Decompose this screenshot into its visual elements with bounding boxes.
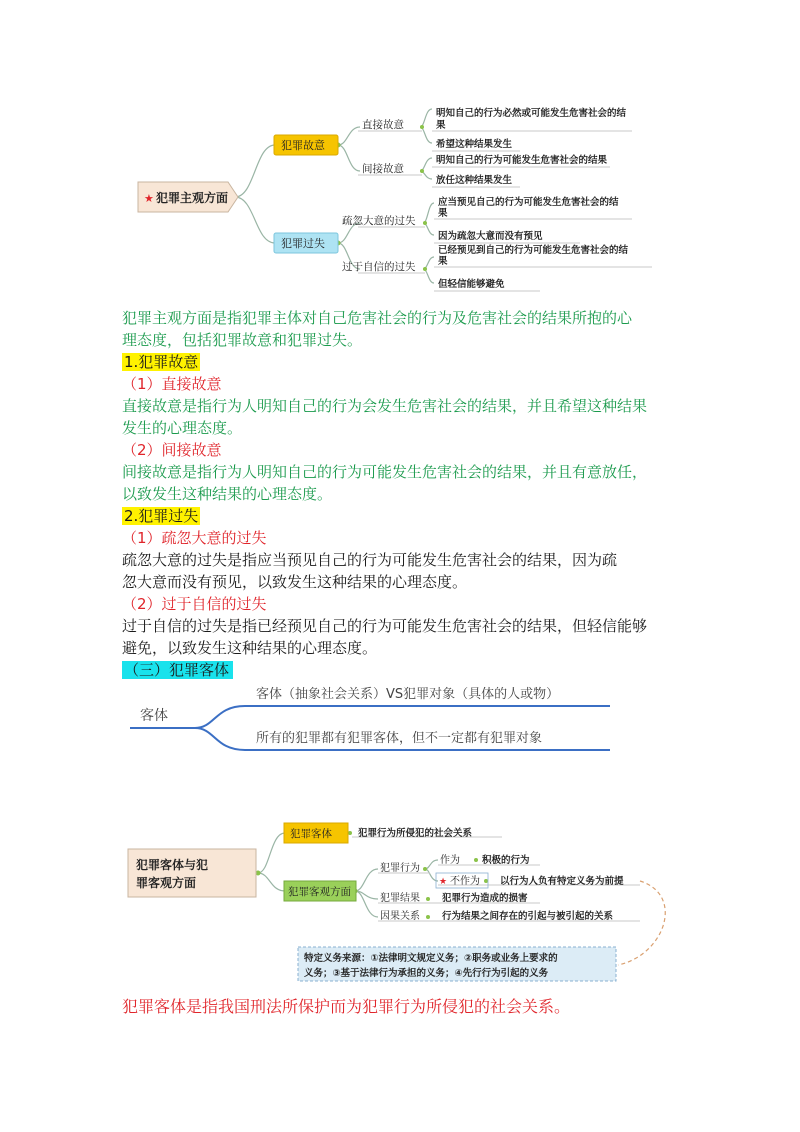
direct-intent-line-2: 发生的心理态度。: [122, 419, 243, 437]
result-desc: 犯罪行为造成的损害: [442, 893, 528, 904]
leaf-direct-2: 希望这种结果发生: [436, 139, 513, 150]
leaf-careless-1b: 果: [438, 208, 448, 219]
negligence-node: 犯罪过失: [281, 237, 325, 250]
careless-line-1: 疏忽大意的过失是指应当预见自己的行为可能发生危害社会的结果，因为疏: [122, 551, 618, 569]
object-branch-2: 所有的犯罪都有犯罪客体，但不一定都有犯罪对象: [256, 731, 543, 746]
leaf-indirect-1: 明知自己的行为可能发生危害社会的结果: [436, 155, 608, 166]
duty-line-2: 义务；③基于法律行为承担的义务；④先行行为引起的义务: [304, 968, 549, 979]
root-label: 犯罪主观方面: [156, 191, 229, 205]
objective-root-line-1: 犯罪客体与犯: [136, 858, 209, 872]
objective-aspect-node: 犯罪客观方面: [288, 886, 351, 898]
omission-desc: 以行为人负有特定义务为前提: [500, 876, 624, 887]
heading-overconfident: （2）过于自信的过失: [122, 595, 267, 613]
overconfident-line-1: 过于自信的过失是指已经预见自己的行为可能发生危害社会的结果，但轻信能够: [122, 617, 648, 635]
object-branch-1: 客体（抽象社会关系）VS犯罪对象（具体的人或物）: [256, 687, 560, 702]
indirect-intent-node: 间接故意: [362, 163, 404, 175]
leaf-direct-1b: 果: [436, 120, 446, 131]
mindmap-subjective-aspect: [120, 95, 680, 295]
leaf-direct-1: 明知自己的行为必然或可能发生危害社会的结: [436, 108, 627, 119]
star-icon: ★: [439, 877, 448, 887]
heading-indirect-intent: （2）间接故意: [122, 441, 222, 459]
heading-negligence: 2.犯罪过失: [124, 507, 199, 525]
leaf-indirect-2: 放任这种结果发生: [436, 175, 513, 186]
action-node: 作为: [440, 855, 460, 866]
root-node: [138, 182, 238, 212]
star-icon: ★: [144, 192, 154, 205]
heading-direct-intent: （1）直接故意: [122, 375, 222, 393]
causal-desc: 行为结果之间存在的引起与被引起的关系: [442, 911, 614, 922]
intro-line-1: 犯罪主观方面是指犯罪主体对自己危害社会的行为及危害社会的结果所抱的心: [122, 309, 633, 327]
leaf-overconf-1b: 果: [438, 256, 448, 267]
indirect-intent-line-1: 间接故意是指行为人明知自己的行为可能发生危害社会的结果，并且有意放任，: [122, 463, 648, 481]
intro-line-2: 理态度，包括犯罪故意和犯罪过失。: [122, 331, 363, 349]
heading-careless: （1）疏忽大意的过失: [122, 529, 267, 547]
closing-sentence: 犯罪客体是指我国刑法所保护而为犯罪行为所侵犯的社会关系。: [122, 997, 571, 1016]
omission-node: 不作为: [450, 876, 480, 887]
overconfident-line-2: 避免，以致发生这种结果的心理态度。: [122, 639, 378, 657]
crime-object-node: 犯罪客体: [290, 828, 332, 840]
leaf-careless-1: 应当预见自己的行为可能发生危害社会的结: [438, 197, 619, 208]
causal-node: 因果关系: [380, 911, 420, 922]
heading-crime-object: （三）犯罪客体: [122, 661, 233, 679]
leaf-overconf-2: 但轻信能够避免: [438, 279, 505, 290]
action-desc: 积极的行为: [482, 855, 530, 866]
crime-act-node: 犯罪行为: [380, 863, 420, 874]
leaf-careless-2: 因为疏忽大意而没有预见: [438, 231, 543, 242]
careless-line-2: 忽大意而没有预见，以致发生这种结果的心理态度。: [122, 573, 468, 591]
mindmap-objective-aspect: [120, 815, 680, 990]
intent-node: 犯罪故意: [281, 139, 325, 152]
overconfident-node: 过于自信的过失: [342, 261, 416, 273]
indirect-intent-line-2: 以致发生这种结果的心理态度。: [122, 485, 333, 503]
direct-intent-node: 直接故意: [362, 119, 404, 131]
direct-intent-line-1: 直接故意是指行为人明知自己的行为会发生危害社会的结果，并且希望这种结果: [122, 397, 648, 415]
careless-node: 疏忽大意的过失: [342, 215, 416, 227]
crime-result-node: 犯罪结果: [380, 893, 420, 904]
object-root: 客体: [140, 708, 168, 724]
crime-object-desc: 犯罪行为所侵犯的社会关系: [358, 828, 473, 839]
duty-line-1: 特定义务来源：①法律明文规定义务；②职务或业务上要求的: [304, 953, 558, 964]
heading-intent: 1.犯罪故意: [124, 353, 199, 371]
objective-root-line-2: 罪客观方面: [136, 876, 197, 890]
leaf-overconf-1: 已经预见到自己的行为可能发生危害社会的结: [438, 245, 629, 256]
mindmap-object: [120, 680, 640, 775]
